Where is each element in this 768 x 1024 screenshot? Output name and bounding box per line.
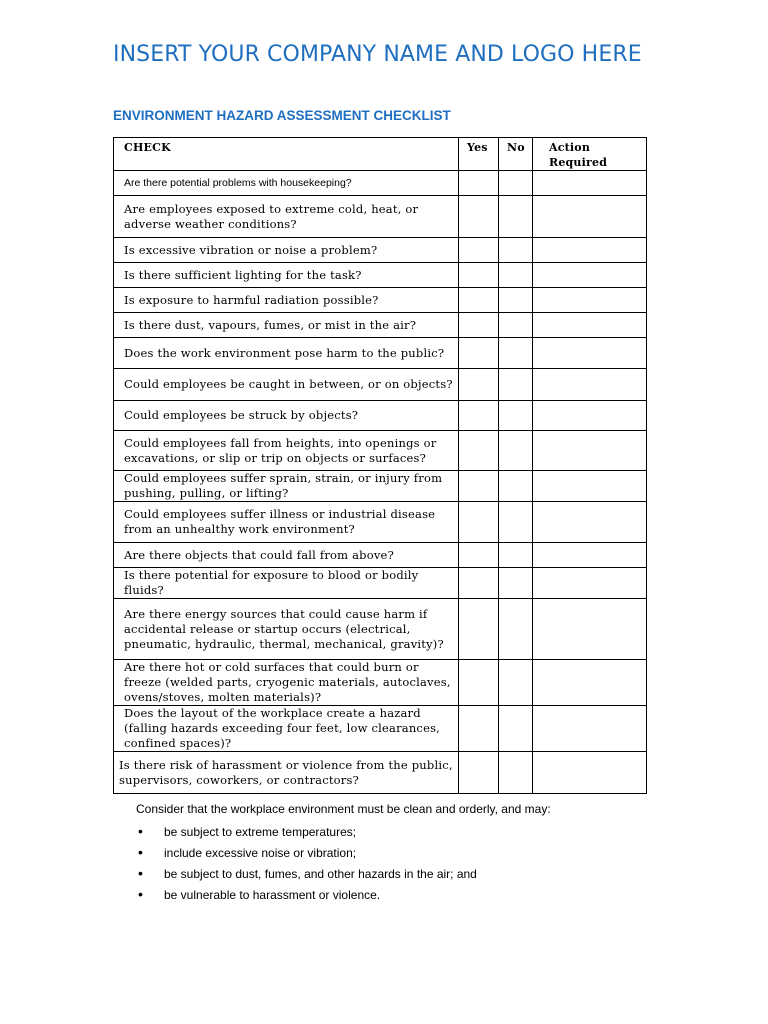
check-question: Could employees be struck by objects? [114, 401, 459, 431]
no-cell[interactable] [499, 543, 533, 568]
yes-cell[interactable] [459, 288, 499, 313]
checklist-title: ENVIRONMENT HAZARD ASSESSMENT CHECKLIST [113, 108, 451, 123]
list-item-text: be subject to extreme temperatures; [164, 825, 357, 839]
check-question: Is there dust, vapours, fumes, or mist in the air? [114, 313, 459, 338]
yes-cell[interactable] [459, 568, 499, 599]
table-row [114, 313, 647, 338]
check-question: Are there energy sources that could cause harm if accidental release or startup occurs (electrical, pneumatic, hydraulic, thermal, mechanical, gravity)? [114, 599, 459, 660]
action-required-cell[interactable] [533, 431, 647, 471]
action-required-cell[interactable] [533, 706, 647, 752]
list-item [138, 823, 477, 844]
check-question: Are there potential problems with housekeeping? [114, 171, 459, 196]
check-question: Is exposure to harmful radiation possible? [114, 288, 459, 313]
yes-cell[interactable] [459, 599, 499, 660]
check-question: Could employees fall from heights, into openings or excavations, or slip or trip on objects or surfaces? [114, 431, 459, 471]
table-row [114, 543, 647, 568]
check-question: Could employees suffer illness or industrial disease from an unhealthy work environment? [114, 502, 459, 543]
bullet-marker: • [138, 844, 143, 860]
check-question: Is there sufficient lighting for the task? [114, 263, 459, 288]
table-row [114, 263, 647, 288]
action-required-cell[interactable] [533, 171, 647, 196]
action-required-cell[interactable] [533, 263, 647, 288]
yes-cell[interactable] [459, 660, 499, 706]
bullet-marker: • [138, 865, 143, 881]
yes-cell[interactable] [459, 338, 499, 369]
no-column-header: No [499, 138, 533, 171]
company-name-placeholder: INSERT YOUR COMPANY NAME AND LOGO HERE [113, 42, 642, 67]
action-required-cell[interactable] [533, 313, 647, 338]
no-cell[interactable] [499, 288, 533, 313]
action-header-line1: Action [549, 141, 591, 154]
yes-column-header: Yes [459, 138, 499, 171]
check-question: Are there objects that could fall from above? [114, 543, 459, 568]
yes-cell[interactable] [459, 706, 499, 752]
action-required-cell[interactable] [533, 196, 647, 238]
table-row [114, 401, 647, 431]
no-cell[interactable] [499, 502, 533, 543]
check-column-header: CHECK [114, 138, 459, 171]
table-row [114, 471, 647, 502]
action-required-cell[interactable] [533, 471, 647, 502]
workplace-note: Consider that the workplace environment must be clean and orderly, and may: [136, 802, 551, 816]
table-row [114, 238, 647, 263]
yes-cell[interactable] [459, 263, 499, 288]
no-cell[interactable] [499, 706, 533, 752]
action-required-cell[interactable] [533, 568, 647, 599]
yes-cell[interactable] [459, 431, 499, 471]
check-question: Are employees exposed to extreme cold, heat, or adverse weather conditions? [114, 196, 459, 238]
table-header-row [114, 138, 647, 171]
yes-cell[interactable] [459, 752, 499, 794]
action-required-cell[interactable] [533, 288, 647, 313]
yes-cell[interactable] [459, 369, 499, 401]
yes-cell[interactable] [459, 196, 499, 238]
table-row [114, 288, 647, 313]
list-item [138, 886, 477, 907]
table-row [114, 369, 647, 401]
yes-cell[interactable] [459, 171, 499, 196]
no-cell[interactable] [499, 471, 533, 502]
table-row [114, 171, 647, 196]
yes-cell[interactable] [459, 543, 499, 568]
action-required-cell[interactable] [533, 369, 647, 401]
yes-cell[interactable] [459, 313, 499, 338]
yes-cell[interactable] [459, 502, 499, 543]
table-row [114, 752, 647, 794]
no-cell[interactable] [499, 599, 533, 660]
check-question: Are there hot or cold surfaces that could burn or freeze (welded parts, cryogenic materials, autoclaves, ovens/stoves, molten materials)? [114, 660, 459, 706]
table-row [114, 568, 647, 599]
list-item-text: include excessive noise or vibration; [164, 846, 357, 860]
action-required-cell[interactable] [533, 752, 647, 794]
yes-cell[interactable] [459, 238, 499, 263]
action-required-column-header [533, 138, 647, 171]
no-cell[interactable] [499, 263, 533, 288]
check-question: Does the layout of the workplace create a hazard (falling hazards exceeding four feet, low clearances, confined spaces)? [114, 706, 459, 752]
check-question: Is there risk of harassment or violence from the public, supervisors, coworkers, or contractors? [114, 752, 459, 794]
table-row [114, 599, 647, 660]
no-cell[interactable] [499, 660, 533, 706]
action-required-cell[interactable] [533, 238, 647, 263]
list-item [138, 865, 477, 886]
no-cell[interactable] [499, 401, 533, 431]
no-cell[interactable] [499, 752, 533, 794]
no-cell[interactable] [499, 238, 533, 263]
list-item-text: be subject to dust, fumes, and other hazards in the air; and [164, 867, 477, 881]
no-cell[interactable] [499, 196, 533, 238]
no-cell[interactable] [499, 369, 533, 401]
table-row [114, 502, 647, 543]
no-cell[interactable] [499, 338, 533, 369]
list-item [138, 844, 477, 865]
list-item-text: be vulnerable to harassment or violence. [164, 888, 381, 902]
yes-cell[interactable] [459, 401, 499, 431]
table-row [114, 431, 647, 471]
check-question: Could employees suffer sprain, strain, or injury from pushing, pulling, or lifting? [114, 471, 459, 502]
no-cell[interactable] [499, 171, 533, 196]
hazard-checklist-table [113, 137, 647, 794]
action-required-cell[interactable] [533, 543, 647, 568]
no-cell[interactable] [499, 431, 533, 471]
table-row [114, 706, 647, 752]
action-required-cell[interactable] [533, 338, 647, 369]
hazard-bullet-list [138, 823, 477, 907]
check-question: Could employees be caught in between, or on objects? [114, 369, 459, 401]
no-cell[interactable] [499, 568, 533, 599]
action-required-cell[interactable] [533, 502, 647, 543]
bullet-marker: • [138, 886, 143, 902]
action-header-line2: Required [549, 156, 608, 169]
check-question: Does the work environment pose harm to the public? [114, 338, 459, 369]
check-question: Is excessive vibration or noise a problem? [114, 238, 459, 263]
action-required-cell[interactable] [533, 401, 647, 431]
table-row [114, 660, 647, 706]
table-row [114, 196, 647, 238]
check-question: Is there potential for exposure to blood or bodily fluids? [114, 568, 459, 599]
bullet-marker: • [138, 823, 143, 839]
table-row [114, 338, 647, 369]
action-required-cell[interactable] [533, 599, 647, 660]
action-required-cell[interactable] [533, 660, 647, 706]
no-cell[interactable] [499, 313, 533, 338]
yes-cell[interactable] [459, 471, 499, 502]
